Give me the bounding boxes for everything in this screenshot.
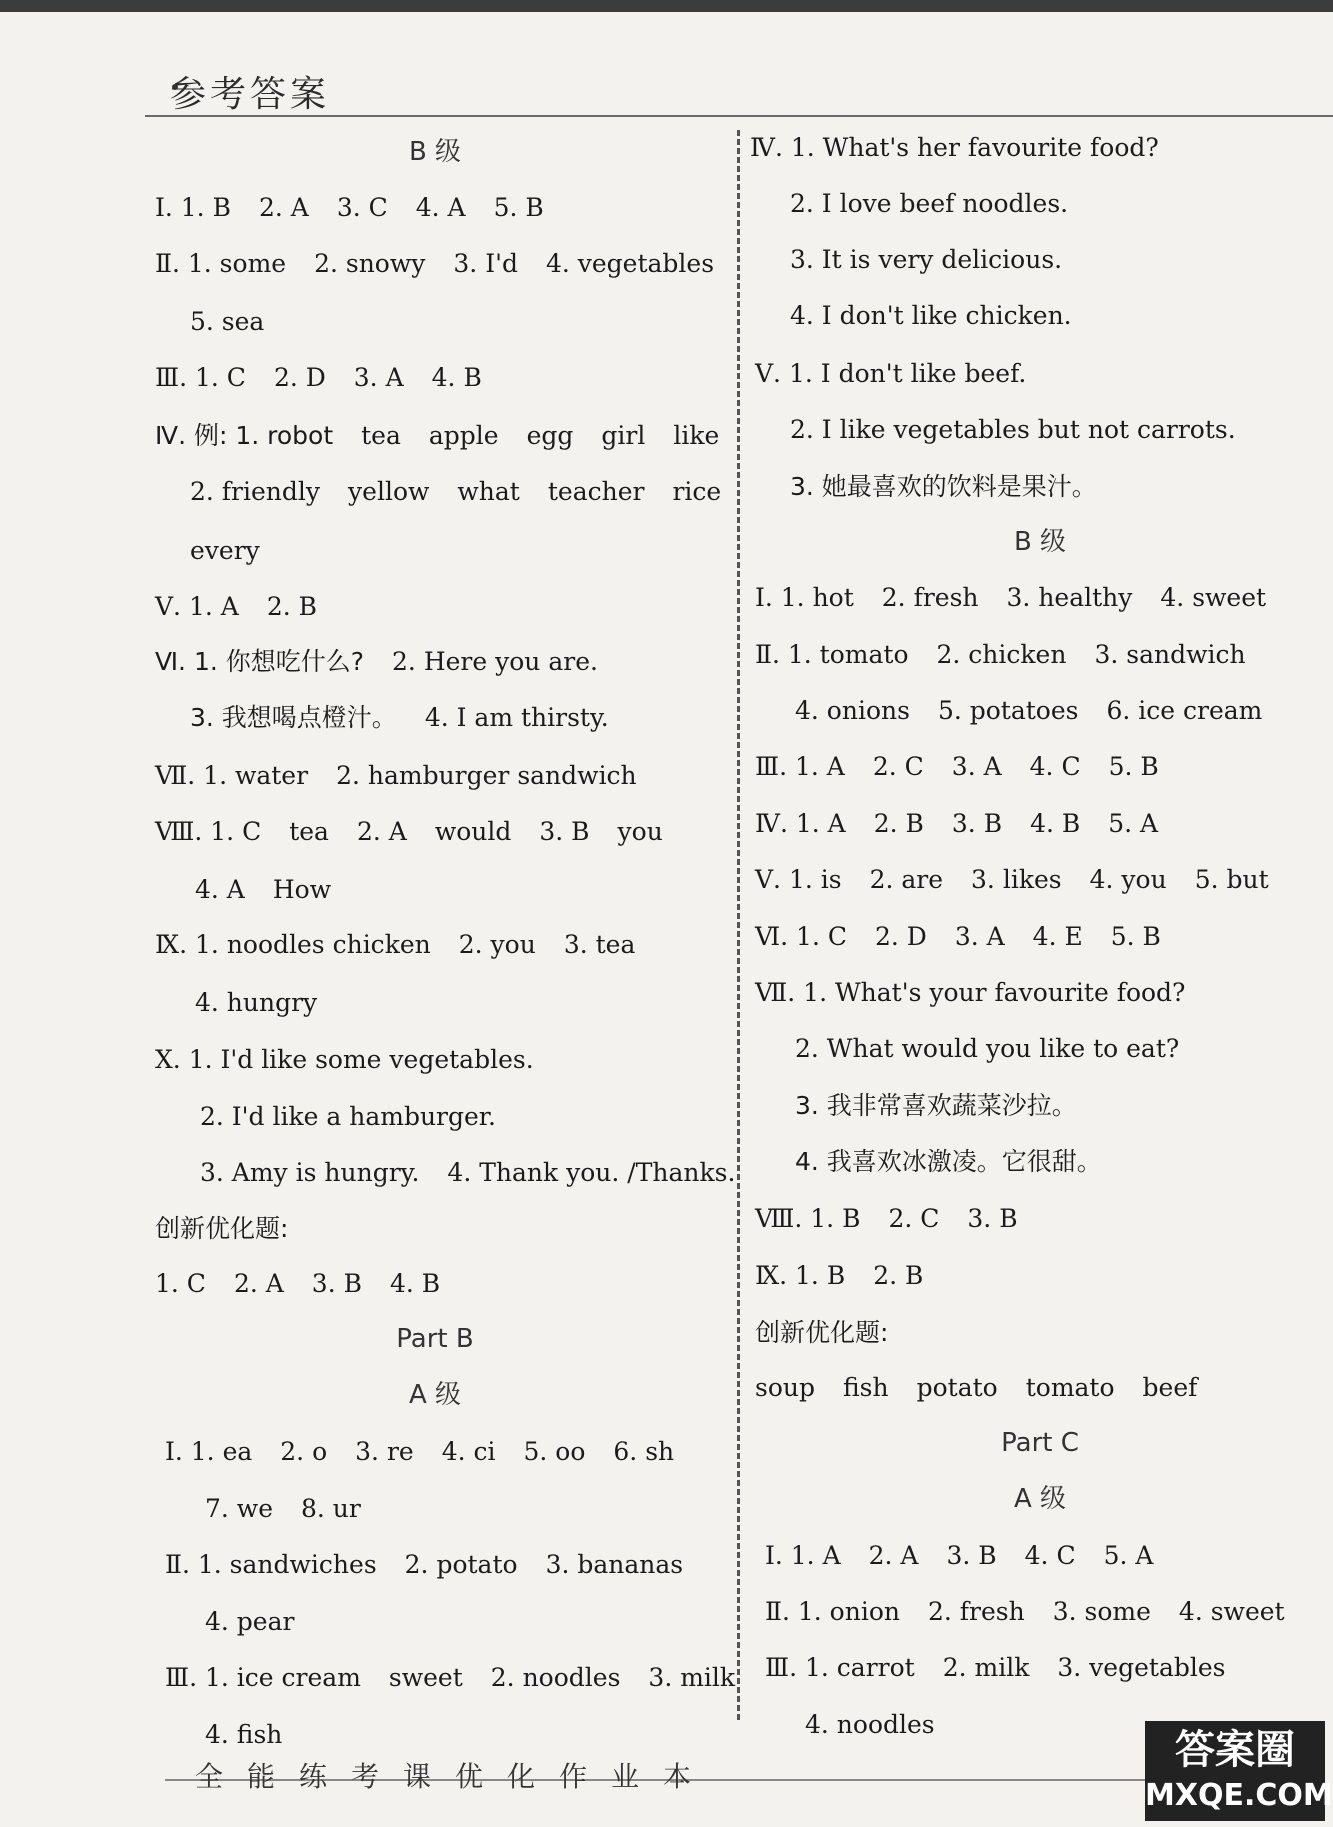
answer-item: egg	[526, 421, 574, 450]
answer-item: 2. noodles	[490, 1663, 621, 1692]
answer-item: Ⅵ. 1. 你想吃什么?	[155, 647, 365, 676]
answer-line	[155, 418, 747, 454]
answer-item: 3. It is very delicious.	[790, 245, 1063, 274]
answer-item: 1. C	[155, 1269, 206, 1298]
footer-series-title: 全能练考课优化作业本	[195, 1760, 716, 1793]
answer-item: 3. A	[951, 752, 1002, 781]
answer-item: 3. B	[946, 1541, 997, 1570]
answer-item: 4. hungry	[195, 988, 318, 1017]
level-heading: B 级	[1013, 527, 1067, 557]
answer-item: 3. bananas	[545, 1550, 684, 1579]
answer-item: 4. A	[195, 875, 245, 904]
answer-item: 3. 她最喜欢的饮料是果汁。	[790, 472, 1097, 501]
answer-item: Ⅰ. 1. B	[155, 193, 231, 222]
answer-item: Ⅱ. 1. sandwiches	[165, 1550, 377, 1579]
answer-item: Ⅲ. 1. ice cream	[165, 1663, 361, 1692]
answer-line	[205, 1717, 310, 1753]
answer-item: 2. What would you like to eat?	[795, 1034, 1180, 1063]
answer-item: you	[617, 817, 663, 846]
answer-line	[765, 1650, 1253, 1686]
answer-item: 4. A	[415, 193, 466, 222]
answer-line	[765, 1594, 1313, 1630]
answer-line	[755, 919, 1189, 955]
answer-item: Ⅷ. 1. C	[155, 817, 262, 846]
answer-item: 5. oo	[523, 1437, 586, 1466]
answer-item: teacher	[547, 477, 645, 506]
answer-item: Ⅲ. 1. A	[755, 752, 845, 781]
answer-line	[755, 975, 1213, 1011]
answer-item: 4. sweet	[1178, 1597, 1285, 1626]
answer-line	[155, 814, 691, 850]
answer-item: like	[673, 421, 720, 450]
answer-line	[755, 356, 1054, 392]
answer-item: 3. likes	[971, 865, 1062, 894]
answer-item: tea	[289, 817, 329, 846]
answer-item: Ⅳ. 例: 1. robot	[155, 421, 334, 450]
answer-item: 3. healthy	[1006, 583, 1133, 612]
answer-item: Ⅰ. 1. A	[765, 1541, 841, 1570]
answer-line	[795, 1031, 1207, 1067]
part-heading: Part B	[396, 1324, 474, 1354]
answer-line	[755, 806, 1186, 842]
answer-line	[790, 469, 1125, 505]
answer-item: 3. Amy is hungry.	[200, 1158, 420, 1187]
answer-item: Ⅰ. 1. hot	[755, 583, 854, 612]
answer-item: 5. A	[1103, 1541, 1154, 1570]
answer-item: Ⅲ. 1. C	[155, 363, 246, 392]
answer-item: tomato	[1025, 1373, 1115, 1402]
answer-item: 3. 我非常喜欢蔬菜沙拉。	[795, 1091, 1077, 1120]
answer-line	[755, 580, 1294, 616]
answer-line	[165, 1660, 763, 1696]
answer-item: 3. B	[967, 1204, 1018, 1233]
answer-line	[755, 1201, 1046, 1237]
answer-item: 2. you	[458, 930, 536, 959]
answer-item: 4. E	[1032, 922, 1083, 951]
answer-line	[190, 304, 292, 340]
answer-line	[195, 872, 359, 908]
answer-line	[155, 190, 572, 226]
answer-item: 3. 我想喝点橙汁。	[190, 703, 397, 732]
answer-item: 4. I am thirsty.	[424, 703, 609, 732]
answer-line	[190, 474, 749, 510]
answer-item: 5. B	[493, 193, 544, 222]
answer-item: Ⅸ. 1. B	[755, 1261, 846, 1290]
answer-item: 2. A	[356, 817, 407, 846]
answer-item: 2. B	[873, 809, 924, 838]
answer-item: 4. B	[431, 363, 482, 392]
answer-line	[165, 1434, 702, 1470]
answer-item: beef	[1142, 1373, 1198, 1402]
answer-item: fish	[843, 1373, 889, 1402]
answer-item: Ⅵ. 1. C	[755, 922, 847, 951]
answer-item: 8. ur	[301, 1494, 361, 1523]
answer-item: apple	[428, 421, 499, 450]
answer-item: 2. B	[873, 1261, 924, 1290]
answer-line	[190, 533, 288, 569]
answer-item: 4. sweet	[1160, 583, 1267, 612]
answer-item: Ⅳ. 1. A	[755, 809, 846, 838]
part-heading: Part C	[1001, 1428, 1079, 1458]
answer-item: 4. Thank you. /Thanks.	[447, 1158, 736, 1187]
watermark-logo	[1145, 1721, 1333, 1821]
answer-item: 2. A	[258, 193, 309, 222]
answer-item: 3. B	[311, 1269, 362, 1298]
answer-item: yellow	[348, 477, 430, 506]
answer-item: 4. C	[1029, 752, 1081, 781]
answer-item: 4. fish	[205, 1720, 283, 1749]
answer-line	[755, 637, 1274, 673]
answer-line	[155, 644, 626, 680]
answer-item: 4. noodles	[805, 1710, 935, 1739]
answer-item: 3. I'd	[453, 249, 518, 278]
answer-item: potato	[916, 1373, 998, 1402]
answer-item: sweet	[388, 1663, 463, 1692]
level-heading: A 级	[1013, 1484, 1067, 1514]
answer-item: How	[272, 875, 332, 904]
answer-line	[790, 298, 1100, 334]
answer-line	[755, 1258, 951, 1294]
answer-item: rice	[672, 477, 722, 506]
answer-item: 6. ice cream	[1106, 696, 1263, 725]
answer-item: what	[457, 477, 520, 506]
answer-item: 4. I don't like chicken.	[790, 301, 1072, 330]
answer-item: Ⅱ. 1. onion	[765, 1597, 900, 1626]
answer-item: 2. potato	[404, 1550, 518, 1579]
answer-line	[755, 1370, 1225, 1406]
answer-item: Ⅷ. 1. B	[755, 1204, 861, 1233]
answer-item: 5. sea	[190, 307, 265, 336]
answer-item: 4. B	[389, 1269, 441, 1298]
answer-item: Ⅴ. 1. I don't like beef.	[755, 359, 1027, 388]
answer-line	[155, 360, 510, 396]
answer-line	[155, 1042, 562, 1078]
answer-item: 4. you	[1089, 865, 1167, 894]
answer-item: 4. ci	[441, 1437, 496, 1466]
answer-item: girl	[601, 421, 646, 450]
answer-item: Ⅶ. 1. water	[155, 761, 309, 790]
answer-item: tea	[361, 421, 401, 450]
answer-item: soup	[755, 1373, 815, 1402]
answer-item: 2. B	[266, 592, 317, 621]
answer-item: 2. D	[273, 363, 326, 392]
answer-line	[205, 1491, 389, 1527]
answer-item: 2. A	[233, 1269, 284, 1298]
answer-item: Ⅰ. 1. ea	[165, 1437, 253, 1466]
answer-line	[155, 758, 665, 794]
answer-item: 2. fresh	[928, 1597, 1025, 1626]
innovation-title: 创新优化题:	[155, 1214, 289, 1243]
top-bar	[0, 0, 1333, 12]
answer-item: 2. Here you are.	[392, 647, 598, 676]
answer-line	[205, 1604, 322, 1640]
answer-line	[805, 1707, 963, 1743]
answer-item: 5. B	[1110, 922, 1161, 951]
answer-item: every	[190, 536, 260, 565]
answer-item: 4. C	[1024, 1541, 1076, 1570]
answer-item: Ⅳ. 1. What's her favourite food?	[750, 133, 1159, 162]
answer-line	[795, 1088, 1105, 1124]
answer-line	[790, 412, 1264, 448]
answer-item: 4. pear	[205, 1607, 295, 1636]
answer-item: 3. sandwich	[1094, 640, 1246, 669]
answer-item: 2. I like vegetables but not carrots.	[790, 415, 1236, 444]
answer-line	[195, 985, 345, 1021]
answer-item: 2. milk	[942, 1653, 1030, 1682]
answer-line	[200, 1155, 763, 1191]
answer-item: Ⅶ. 1. What's your favourite food?	[755, 978, 1186, 1007]
answer-line	[190, 700, 637, 736]
answer-item: 3. B	[951, 809, 1003, 838]
page-title: 参考答案	[170, 74, 331, 115]
answer-line	[790, 186, 1096, 222]
answer-item: 3. A	[954, 922, 1005, 951]
level-heading: B 级	[408, 137, 462, 167]
watermark-title: 答案圈	[1175, 1727, 1295, 1773]
innovation-title: 创新优化题:	[755, 1318, 889, 1347]
answer-item: 2. o	[280, 1437, 328, 1466]
watermark-url: MXQE.COM	[1145, 1778, 1333, 1813]
answer-line	[795, 1144, 1130, 1180]
header-rule	[145, 115, 1333, 117]
answer-item: 3. B	[539, 817, 590, 846]
answer-item: 2. fresh	[881, 583, 979, 612]
answer-line	[165, 1547, 711, 1583]
answer-line	[790, 242, 1090, 278]
answer-item: 5. A	[1108, 809, 1159, 838]
answer-item: 2. I'd like a hamburger.	[200, 1102, 496, 1131]
answer-item: 3. C	[336, 193, 388, 222]
answer-item: 3. re	[355, 1437, 414, 1466]
answer-item: 5. potatoes	[937, 696, 1079, 725]
answer-item: 4. 我喜欢冰激凌。它很甜。	[795, 1147, 1102, 1176]
answer-line	[795, 693, 1290, 729]
answer-line	[765, 1538, 1181, 1574]
answer-item: 4. B	[1030, 809, 1081, 838]
answer-item: 2. I love beef noodles.	[790, 189, 1069, 218]
answer-item: 2. C	[888, 1204, 940, 1233]
answer-item: 7. we	[205, 1494, 273, 1523]
answer-item: 2. snowy	[314, 249, 426, 278]
answer-item: 3. some	[1052, 1597, 1151, 1626]
answer-item: 4. vegetables	[545, 249, 715, 278]
answer-item: 2. hamburger sandwich	[336, 761, 637, 790]
answer-item: Ⅹ. 1. I'd like some vegetables.	[155, 1045, 534, 1074]
level-heading: A 级	[408, 1380, 462, 1410]
answer-item: 5. but	[1194, 865, 1269, 894]
answer-item: Ⅸ. 1. noodles chicken	[155, 930, 431, 959]
answer-item: 3. A	[353, 363, 404, 392]
answer-item: 6. sh	[613, 1437, 675, 1466]
answer-item: 3. tea	[563, 930, 636, 959]
answer-line	[155, 927, 663, 963]
answer-item: 5. B	[1108, 752, 1159, 781]
answer-item: 3. milk	[648, 1663, 736, 1692]
column-divider	[737, 130, 740, 1720]
answer-line	[155, 1266, 468, 1302]
answer-item: 2. A	[868, 1541, 919, 1570]
answer-item: 2. are	[869, 865, 944, 894]
answer-item: 2. D	[874, 922, 927, 951]
answer-line	[155, 246, 742, 282]
answer-item: Ⅴ. 1. A	[155, 592, 239, 621]
answer-item: 2. chicken	[936, 640, 1067, 669]
answer-line	[200, 1099, 524, 1135]
answer-item: Ⅲ. 1. carrot	[765, 1653, 915, 1682]
answer-item: 2. friendly	[190, 477, 321, 506]
answer-item: 4. onions	[795, 696, 910, 725]
answer-item: 3. vegetables	[1057, 1653, 1226, 1682]
answer-line	[155, 589, 345, 625]
answer-line	[755, 749, 1187, 785]
answer-line	[750, 130, 1187, 166]
answer-item: 2. C	[872, 752, 924, 781]
answer-item: Ⅱ. 1. tomato	[755, 640, 909, 669]
answer-item: would	[434, 817, 512, 846]
answer-item: Ⅴ. 1. is	[755, 865, 842, 894]
answer-line	[755, 862, 1297, 898]
answer-item: Ⅱ. 1. some	[155, 249, 287, 278]
